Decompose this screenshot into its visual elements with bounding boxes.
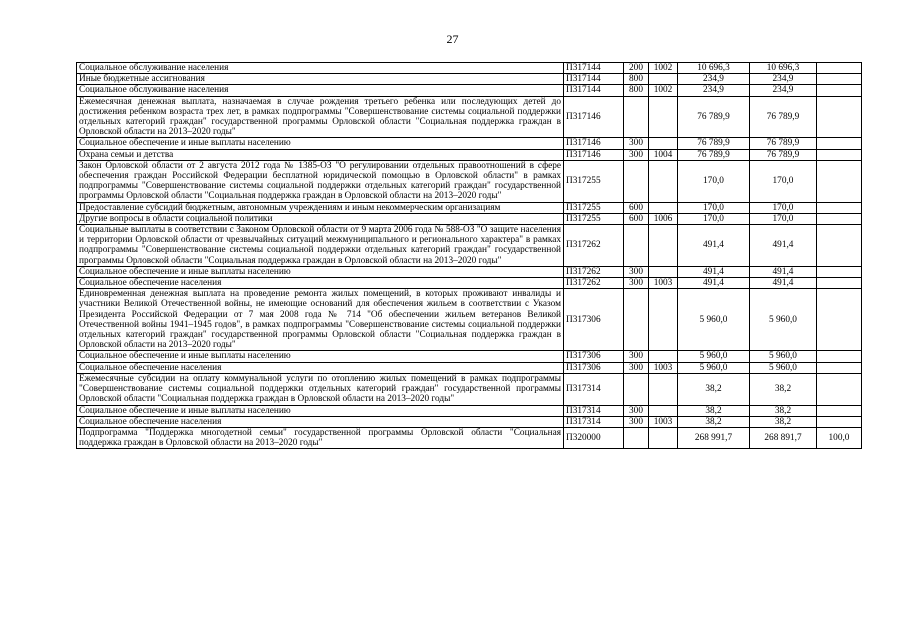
planned-amount-cell: 170,0 <box>678 213 750 224</box>
executed-amount-cell: 491,4 <box>750 266 817 277</box>
percent-cell <box>817 362 862 373</box>
table-row <box>77 289 862 351</box>
section-code-cell <box>649 266 678 277</box>
section-code-cell <box>649 96 678 138</box>
planned-amount-cell: 234,9 <box>678 74 750 85</box>
planned-amount-cell: 491,4 <box>678 266 750 277</box>
section-code-cell <box>649 427 678 448</box>
target-code-cell: П317314 <box>564 373 624 405</box>
row-name-cell: Социальное обеспечение и иные выплаты населению <box>77 138 564 149</box>
table-row <box>77 63 862 74</box>
row-name-cell: Социальное обеспечение населения <box>77 416 564 427</box>
target-code-cell: П317306 <box>564 351 624 362</box>
planned-amount-cell: 38,2 <box>678 405 750 416</box>
table-row <box>77 416 862 427</box>
row-name-cell: Охрана семьи и детства <box>77 149 564 160</box>
executed-amount-cell: 170,0 <box>750 160 817 202</box>
section-code-cell <box>649 74 678 85</box>
percent-cell <box>817 74 862 85</box>
section-code-cell: 1004 <box>649 149 678 160</box>
target-code-cell: П320000 <box>564 427 624 448</box>
expense-type-cell <box>624 160 649 202</box>
planned-amount-cell: 234,9 <box>678 85 750 96</box>
target-code-cell: П317314 <box>564 416 624 427</box>
executed-amount-cell: 234,9 <box>750 74 817 85</box>
table-row <box>77 362 862 373</box>
row-name-cell: Подпрограмма "Поддержка многодетной семьи" государственной программы Орловской области "Социальная поддержка граждан в Орловской области на 2013–2020 годы" <box>77 427 564 448</box>
row-name-cell: Ежемесячная денежная выплата, назначаемая в случае рождения третьего ребенка или последующих детей до достижения ребенком возраста трех лет, в рамках подпрограммы "Совершенствование системы социальной поддержки отдельных категорий граждан" государственной программы Орловской области "Социальная поддержка граждан в Орловской области на 2013–2020 годы" <box>77 96 564 138</box>
section-code-cell <box>649 289 678 351</box>
row-name-cell: Социальное обеспечение и иные выплаты населению <box>77 351 564 362</box>
target-code-cell: П317146 <box>564 138 624 149</box>
section-code-cell: 1003 <box>649 416 678 427</box>
page-number: 27 <box>446 32 459 46</box>
row-name-cell: Социальное обеспечение и иные выплаты населению <box>77 266 564 277</box>
planned-amount-cell: 170,0 <box>678 160 750 202</box>
expense-type-cell: 300 <box>624 266 649 277</box>
target-code-cell: П317306 <box>564 362 624 373</box>
expense-type-cell: 300 <box>624 138 649 149</box>
row-name-cell: Социальное обеспечение и иные выплаты населению <box>77 405 564 416</box>
percent-cell <box>817 213 862 224</box>
executed-amount-cell: 10 696,3 <box>750 63 817 74</box>
table-row <box>77 266 862 277</box>
expense-type-cell <box>624 373 649 405</box>
table-row <box>77 278 862 289</box>
target-code-cell: П317262 <box>564 266 624 277</box>
executed-amount-cell: 76 789,9 <box>750 96 817 138</box>
section-code-cell <box>649 160 678 202</box>
percent-cell <box>817 278 862 289</box>
planned-amount-cell: 76 789,9 <box>678 96 750 138</box>
section-code-cell <box>649 138 678 149</box>
table-row <box>77 427 862 448</box>
executed-amount-cell: 234,9 <box>750 85 817 96</box>
planned-amount-cell: 38,2 <box>678 373 750 405</box>
percent-cell <box>817 266 862 277</box>
executed-amount-cell: 5 960,0 <box>750 362 817 373</box>
executed-amount-cell: 491,4 <box>750 225 817 267</box>
target-code-cell: П317144 <box>564 74 624 85</box>
expense-type-cell <box>624 289 649 351</box>
planned-amount-cell: 5 960,0 <box>678 362 750 373</box>
section-code-cell: 1006 <box>649 213 678 224</box>
table-row <box>77 213 862 224</box>
executed-amount-cell: 76 789,9 <box>750 149 817 160</box>
planned-amount-cell: 10 696,3 <box>678 63 750 74</box>
table-row <box>77 149 862 160</box>
row-name-cell: Иные бюджетные ассигнования <box>77 74 564 85</box>
expense-type-cell: 600 <box>624 213 649 224</box>
row-name-cell: Социальное обслуживание населения <box>77 63 564 74</box>
budget-table <box>76 62 862 449</box>
row-name-cell: Социальное обеспечение населения <box>77 278 564 289</box>
target-code-cell: П317255 <box>564 213 624 224</box>
executed-amount-cell: 38,2 <box>750 405 817 416</box>
expense-type-cell: 300 <box>624 416 649 427</box>
target-code-cell: П317255 <box>564 160 624 202</box>
executed-amount-cell: 5 960,0 <box>750 351 817 362</box>
planned-amount-cell: 76 789,9 <box>678 149 750 160</box>
expense-type-cell: 300 <box>624 362 649 373</box>
target-code-cell: П317146 <box>564 96 624 138</box>
executed-amount-cell: 170,0 <box>750 202 817 213</box>
planned-amount-cell: 268 991,7 <box>678 427 750 448</box>
target-code-cell: П317314 <box>564 405 624 416</box>
table-row <box>77 351 862 362</box>
executed-amount-cell: 38,2 <box>750 416 817 427</box>
percent-cell <box>817 416 862 427</box>
executed-amount-cell: 268 891,7 <box>750 427 817 448</box>
planned-amount-cell: 5 960,0 <box>678 351 750 362</box>
percent-cell <box>817 160 862 202</box>
percent-cell <box>817 351 862 362</box>
expense-type-cell: 300 <box>624 405 649 416</box>
section-code-cell <box>649 202 678 213</box>
percent-cell <box>817 85 862 96</box>
table-row <box>77 160 862 202</box>
planned-amount-cell: 491,4 <box>678 278 750 289</box>
expense-type-cell: 800 <box>624 74 649 85</box>
expense-type-cell: 300 <box>624 278 649 289</box>
row-name-cell: Предоставление субсидий бюджетным, автономным учреждениям и иным некоммерческим организациям <box>77 202 564 213</box>
planned-amount-cell: 170,0 <box>678 202 750 213</box>
executed-amount-cell: 5 960,0 <box>750 289 817 351</box>
expense-type-cell <box>624 96 649 138</box>
table-row <box>77 85 862 96</box>
target-code-cell: П317262 <box>564 278 624 289</box>
target-code-cell: П317144 <box>564 85 624 96</box>
section-code-cell <box>649 225 678 267</box>
table-row <box>77 74 862 85</box>
section-code-cell: 1003 <box>649 278 678 289</box>
target-code-cell: П317255 <box>564 202 624 213</box>
planned-amount-cell: 491,4 <box>678 225 750 267</box>
expense-type-cell <box>624 225 649 267</box>
executed-amount-cell: 170,0 <box>750 213 817 224</box>
planned-amount-cell: 76 789,9 <box>678 138 750 149</box>
executed-amount-cell: 76 789,9 <box>750 138 817 149</box>
table-row <box>77 225 862 267</box>
row-name-cell: Другие вопросы в области социальной политики <box>77 213 564 224</box>
percent-cell <box>817 138 862 149</box>
target-code-cell: П317146 <box>564 149 624 160</box>
executed-amount-cell: 38,2 <box>750 373 817 405</box>
percent-cell <box>817 405 862 416</box>
section-code-cell <box>649 373 678 405</box>
target-code-cell: П317144 <box>564 63 624 74</box>
row-name-cell: Ежемесячные субсидии на оплату коммунальной услуги по отоплению жилых помещений в рамках подпрограммы "Совершенствование системы социальной поддержки отдельных категорий граждан" государственной программы Орловской области "Социальная поддержка граждан в Орловской области на 2013–2020 годы" <box>77 373 564 405</box>
percent-cell <box>817 63 862 74</box>
section-code-cell: 1002 <box>649 63 678 74</box>
row-name-cell: Социальное обеспечение населения <box>77 362 564 373</box>
percent-cell <box>817 202 862 213</box>
row-name-cell: Социальные выплаты в соответствии с Законом Орловской области от 9 марта 2006 года № 588-ОЗ "О защите населения и территории Орловской области от чрезвычайных ситуаций межмуниципального и регионального характера" в рамках подпрограммы "Совершенствование системы социальной поддержки отдельных категорий граждан" государственной программы Орловской области "Социальная поддержка граждан в Орловской области на 2013–2020 годы" <box>77 225 564 267</box>
section-code-cell <box>649 351 678 362</box>
target-code-cell: П317262 <box>564 225 624 267</box>
table-row <box>77 138 862 149</box>
row-name-cell: Единовременная денежная выплата на проведение ремонта жилых помещений, в которых проживают инвалиды и участники Великой Отечественной войны, не имеющие оснований для обеспечения жильем в соответствии с Указом Президента Российской Федерации от 7 мая 2008 года № 714 "Об обеспечении жильем ветеранов Великой Отечественной войны 1941–1945 годов", в рамках подпрограммы "Совершенствование системы социальной поддержки отдельных категорий граждан" государственной программы Орловской области "Социальная поддержка граждан в Орловской области на 2013–2020 годы" <box>77 289 564 351</box>
planned-amount-cell: 38,2 <box>678 416 750 427</box>
row-name-cell: Социальное обслуживание населения <box>77 85 564 96</box>
section-code-cell: 1003 <box>649 362 678 373</box>
section-code-cell: 1002 <box>649 85 678 96</box>
expense-type-cell: 300 <box>624 149 649 160</box>
percent-cell <box>817 149 862 160</box>
executed-amount-cell: 491,4 <box>750 278 817 289</box>
table-row <box>77 202 862 213</box>
table-row <box>77 96 862 138</box>
percent-cell <box>817 373 862 405</box>
expense-type-cell: 200 <box>624 63 649 74</box>
row-name-cell: Закон Орловской области от 2 августа 2012 года № 1385-ОЗ "О регулировании отдельных правоотношений в сфере обеспечения граждан Российской Федерации бесплатной юридической помощью в Орловской области" в рамках подпрограммы "Совершенствование системы социальной поддержки отдельных категорий граждан" государственной программы Орловской области "Социальная поддержка граждан в Орловской области на 2013–2020 годы" <box>77 160 564 202</box>
expense-type-cell: 300 <box>624 351 649 362</box>
table-row <box>77 405 862 416</box>
expense-type-cell: 600 <box>624 202 649 213</box>
expense-type-cell: 800 <box>624 85 649 96</box>
percent-cell <box>817 225 862 267</box>
expense-type-cell <box>624 427 649 448</box>
section-code-cell <box>649 405 678 416</box>
target-code-cell: П317306 <box>564 289 624 351</box>
percent-cell <box>817 96 862 138</box>
table-row <box>77 373 862 405</box>
budget-table-body <box>77 63 862 449</box>
percent-cell <box>817 289 862 351</box>
percent-cell: 100,0 <box>817 427 862 448</box>
planned-amount-cell: 5 960,0 <box>678 289 750 351</box>
